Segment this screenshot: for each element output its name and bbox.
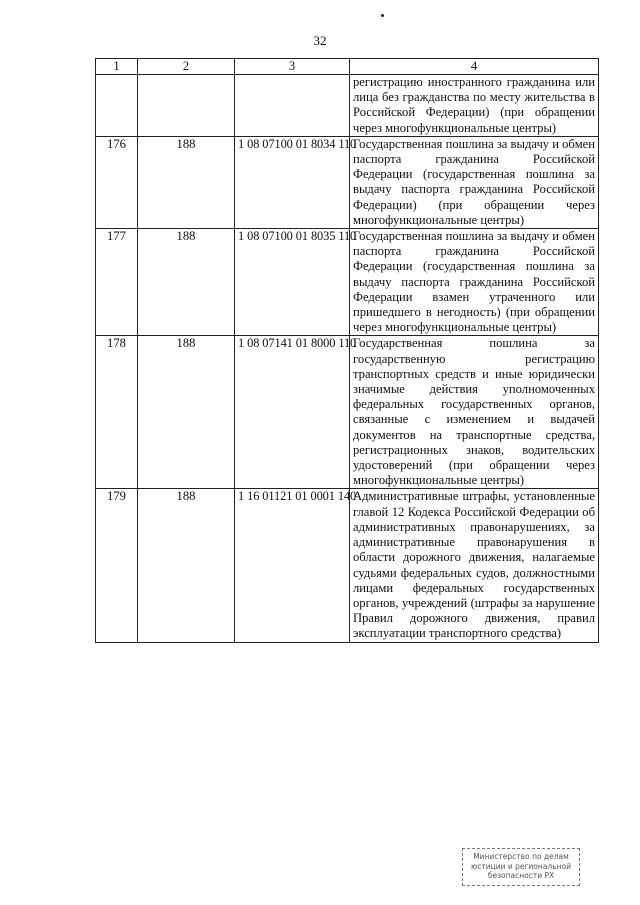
- budget-codes-table: [95, 58, 599, 643]
- admin-code: 188: [138, 136, 235, 228]
- stamp-line: безопасности РХ: [487, 871, 555, 880]
- budget-classification-code: 1 08 07100 01 8035 110: [235, 229, 350, 336]
- table-header-row: [96, 59, 599, 75]
- income-description: регистрацию иностранного гражданина или лица без гражданства по месту жительства в Российской Федерации) (при обращении через многофункциональные центры): [350, 75, 599, 137]
- page-number: 32: [313, 33, 327, 48]
- table-row: [96, 136, 599, 228]
- stamp-line: Министерство по делам: [473, 852, 569, 861]
- row-number: [96, 75, 138, 137]
- income-description: Государственная пошлина за государственную регистрацию транспортных средств и иные юридически значимые действия уполномоченных федеральных государственных органов, связанные с изменением и выдачей документов на транспортные средства, регистрационных знаков, водительских удостоверений (при обращении через многофункциональные центры): [350, 336, 599, 489]
- budget-classification-code: 1 08 07141 01 8000 110: [235, 336, 350, 489]
- row-number: 178: [96, 336, 138, 489]
- income-description: Административные штрафы, установленные главой 12 Кодекса Российской Федерации об административных правонарушениях, за административные правонарушения в области дорожного движения, налагаемые судьями федеральных судов, должностными лицами федеральных государственных органов, учреждений (штрафы за нарушение Правил дорожного движения, правил эксплуатации транспортного средства): [350, 489, 599, 642]
- income-description: Государственная пошлина за выдачу и обмен паспорта гражданина Российской Федерации (государственная пошлина за выдачу паспорта гражданина Российской Федерации) (при обращении через многофункциональные центры): [350, 136, 599, 228]
- admin-code: 188: [138, 336, 235, 489]
- admin-code: 188: [138, 489, 235, 642]
- budget-classification-code: [235, 75, 350, 137]
- row-number: 177: [96, 229, 138, 336]
- header-cell-1: 1: [96, 59, 138, 75]
- ministry-stamp: [462, 848, 580, 886]
- table-row: [96, 75, 599, 137]
- scan-speck: [381, 14, 384, 17]
- table-row: [96, 336, 599, 489]
- row-number: 176: [96, 136, 138, 228]
- income-description: Государственная пошлина за выдачу и обмен паспорта гражданина Российской Федерации (государственная пошлина за выдачу паспорта гражданина Российской Федерации взамен утраченного или пришедшего в негодность) (при обращении через многофункциональные центры): [350, 229, 599, 336]
- table-row: [96, 229, 599, 336]
- header-cell-4: 4: [350, 59, 599, 75]
- admin-code: [138, 75, 235, 137]
- table-row: [96, 489, 599, 642]
- budget-classification-code: 1 08 07100 01 8034 110: [235, 136, 350, 228]
- stamp-line: юстиции и региональной: [470, 861, 572, 871]
- header-cell-2: 2: [138, 59, 235, 75]
- budget-classification-code: 1 16 01121 01 0001 140: [235, 489, 350, 642]
- row-number: 179: [96, 489, 138, 642]
- admin-code: 188: [138, 229, 235, 336]
- header-cell-3: 3: [235, 59, 350, 75]
